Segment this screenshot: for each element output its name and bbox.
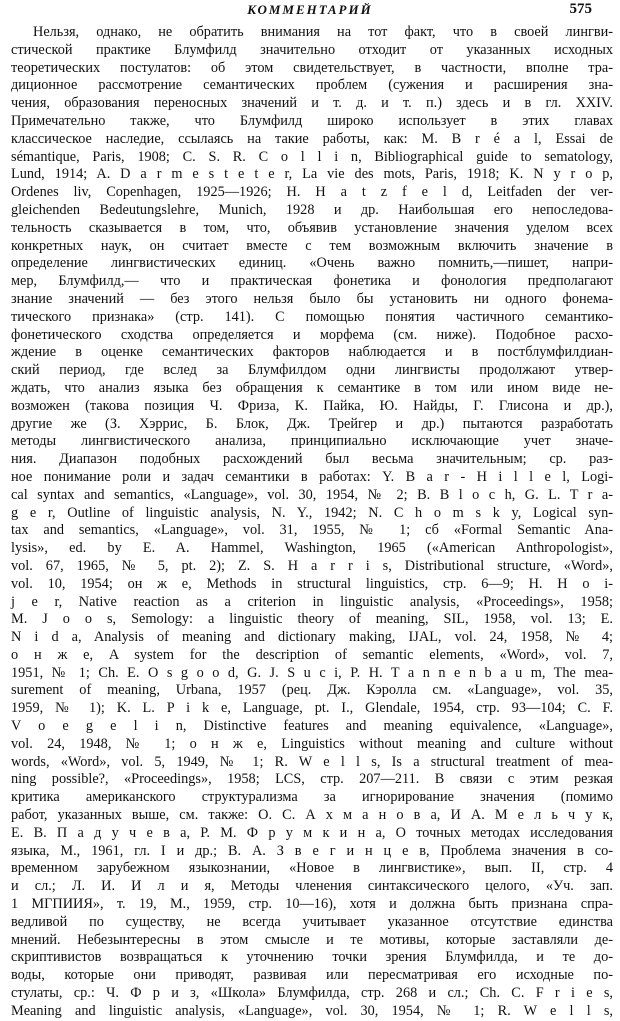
- text-line: и сл.; Л. И. И л и я, Методы членения синтаксического целого, «Уч. зап.: [11, 878, 613, 895]
- text-line: возможен (такова позиция Ч. Фриза, К. Пайка, Ю. Найды, Г. Глисона и др.),: [11, 397, 613, 414]
- text-line: классическое наследие, ссылаясь на такие работы, как: M. B r é a l, Essai de: [11, 130, 613, 147]
- text-line: 1951, № 1; Ch. E. O s g o o d, G. J. S u c i, P. H. T a n n e n b a u m, The mea-: [11, 664, 613, 681]
- text-line: Meaning and linguistic analysis, «Language», vol. 30, 1954, № 1; R. W e l l s,: [11, 1002, 613, 1019]
- text-line: lysis», ed. by E. A. Hammel, Washington, 1965 («American Anthropologist»,: [11, 540, 613, 557]
- text-line: стулаты, ср.: Ч. Ф р и з, «Школа» Блумфилда, стр. 268 и сл.; Ch. C. F r i e s,: [11, 985, 613, 1002]
- text-line: Е. В. П а д у ч е в а, Р. М. Ф р у м к и н а, О точных методах исследования: [11, 824, 613, 841]
- text-line: vol. 10, 1954; он ж е, Methods in structural linguistics, стр. 6—9; H. H o i-: [11, 575, 613, 592]
- text-line: vol. 67, 1965, № 5, pt. 2); Z. S. H a r r i s, Distributional structure, «Word»,: [11, 557, 613, 574]
- text-line: тического признака» (стр. 141). С помощью понятия частичного семантико-: [11, 308, 613, 325]
- text-line: j e r, Native reaction as a criterion in linguistic analysis, «Proceedings», 1958;: [11, 593, 613, 610]
- text-line: words, «Word», vol. 5, 1949, № 1; R. W e l l s, Is a structural treatment of mea-: [11, 753, 613, 770]
- text-line: языка, М., 1961, гл. I и др.; В. А. З в е г и н ц е в, Проблема значения в со-: [11, 842, 613, 859]
- text-line: ning possible?, «Proceedings», 1958; LCS, стр. 207—211. В связи с этим резкая: [11, 771, 613, 788]
- text-line: ведливой по существу, не всегда учитывает указанное отсутствие единства: [11, 913, 613, 930]
- text-line: ния. Диапазон подобных расхождений был весьма значительным; ср. раз-: [11, 451, 613, 468]
- text-line: N i d a, Analysis of meaning and dictionary making, IJAL, vol. 24, 1958, № 4;: [11, 629, 613, 646]
- text-line: тельность сказывается в том, что, объявив установление значения уделом всех: [11, 219, 613, 236]
- page-number: 575: [569, 1, 592, 17]
- text-line: vol. 24, 1948, № 1; о н ж е, Linguistics without meaning and culture without: [11, 735, 613, 752]
- text-line: Ordenes liv, Copenhagen, 1925—1926; H. H a t z f e l d, Leitfaden der ver-: [11, 184, 613, 201]
- text-line: воды, которые они приводят, развивая или пересматривая его исходные по-: [11, 967, 613, 984]
- text-line: tax and semantics, «Language», vol. 31, 1955, № 1; сб «Formal Semantic Ana-: [11, 522, 613, 539]
- text-line: g e r, Outline of linguistic analysis, N. Y., 1942; N. C h o m s k y, Logical syn-: [11, 504, 613, 521]
- text-line: 1959, № 1); K. L. P i k e, Language, pt. I., Glendale, 1954, стр. 93—104; C. F.: [11, 700, 613, 717]
- text-line: временном зарубежном языкознании, «Новое в лингвистике», вып. II, стр. 4: [11, 860, 613, 877]
- text-line: мнений. Небезынтересны в этом смысле и те мотивы, которые заставляли де-: [11, 931, 613, 948]
- text-line: стической практике Блумфилд значительно отходит от указанных исходных: [11, 41, 613, 58]
- text-line: cal syntax and semantics, «Language», vol. 30, 1954, № 2; B. B l o c h, G. L. T r a-: [11, 486, 613, 503]
- text-line: gleichenden Bedeutungslehre, Munich, 1928 и др. Наибольшая его непоследова-: [11, 201, 613, 218]
- text-line: методы лингвистического анализа, принципиально исключающие учет значе-: [11, 433, 613, 450]
- text-line: другие же (З. Хэррис, Б. Блок, Дж. Трейгер и др.) пытаются разработать: [11, 415, 613, 432]
- text-line: теоретических постулатов: об этом свидетельствует, в частности, вполне тра-: [11, 59, 613, 76]
- text-line: Примечательно также, что Блумфилд широко использует в этих главах: [11, 112, 613, 129]
- text-line: ждение в оценке семантических факторов наблюдается и в постблумфилдиан-: [11, 344, 613, 361]
- text-line: работ, указанных выше, см. также: О. С. А х м а н о в а, И А. М е л ь ч у к,: [11, 807, 613, 824]
- text-line: определение лингвистических единиц. «Очень важно помнить,—пишет, напри-: [11, 255, 613, 272]
- text-line: V o e g e l i n, Distinctive features and meaning equivalence, «Language»,: [11, 718, 613, 735]
- text-line: критика американского структурализма за игнорирование значения (помимо: [11, 789, 613, 806]
- text-line: мер, Блумфилд,— что и практическая фонетика и фонология предполагают: [11, 273, 613, 290]
- text-line: диционное рассмотрение семантических проблем (сужения и расширения зна-: [11, 77, 613, 94]
- text-line: конкретных наук, он считает вместе с тем возможным включить значение в: [11, 237, 613, 254]
- text-line: фонетического сходства определяется и морфема (см. ниже). Подобное расхо-: [11, 326, 613, 343]
- text-line: ский период, где вслед за Блумфилдом одни лингвисты продолжают утвер-: [11, 362, 613, 379]
- text-line: sémantique, Paris, 1908; C. S. R. C o l l i n, Bibliographical guide to sematology,: [11, 148, 613, 165]
- text-line: 1 МГПИИЯ», т. 19, М., 1959, стр. 10—16), хотя и должна быть признана спра-: [11, 896, 613, 913]
- running-title: КОММЕНТАРИЙ: [247, 2, 373, 17]
- page-header: [0, 0, 620, 26]
- text-line: о н ж е, A system for the description of semantic elements, «Word», vol. 7,: [11, 646, 613, 663]
- commentary-text: [11, 24, 613, 1019]
- text-line: чения, образования переносных значений и т. д. и т. п.) здесь и в гл. XXIV.: [11, 95, 613, 112]
- text-line: ное понимание роли и задач семантики в работах: Y. B a r - H i l l e l, Logi-: [11, 468, 613, 485]
- text-line: Нельзя, однако, не обратить внимания на тот факт, что в своей лингви-: [33, 24, 613, 40]
- text-line: скриптивистов возвращаться к уточнению точки зрения Блумфилда, и те до-: [11, 949, 613, 966]
- text-line: surement of meaning, Urbana, 1957 (рец. Дж. Кэролла см. «Language», vol. 35,: [11, 682, 613, 699]
- text-line: Lund, 1914; A. D a r m e s t e t e r, La vie des mots, Paris, 1918; K. N y r o p,: [11, 166, 613, 183]
- text-line: знание значений — без этого нельзя было бы установить ни одного фонема-: [11, 290, 613, 307]
- text-line: M. J o o s, Semology: a linguistic theory of meaning, SIL, 1958, vol. 13; E.: [11, 611, 613, 628]
- text-line: ждать, что анализ языка без обращения к семантике в том или ином виде не-: [11, 379, 613, 396]
